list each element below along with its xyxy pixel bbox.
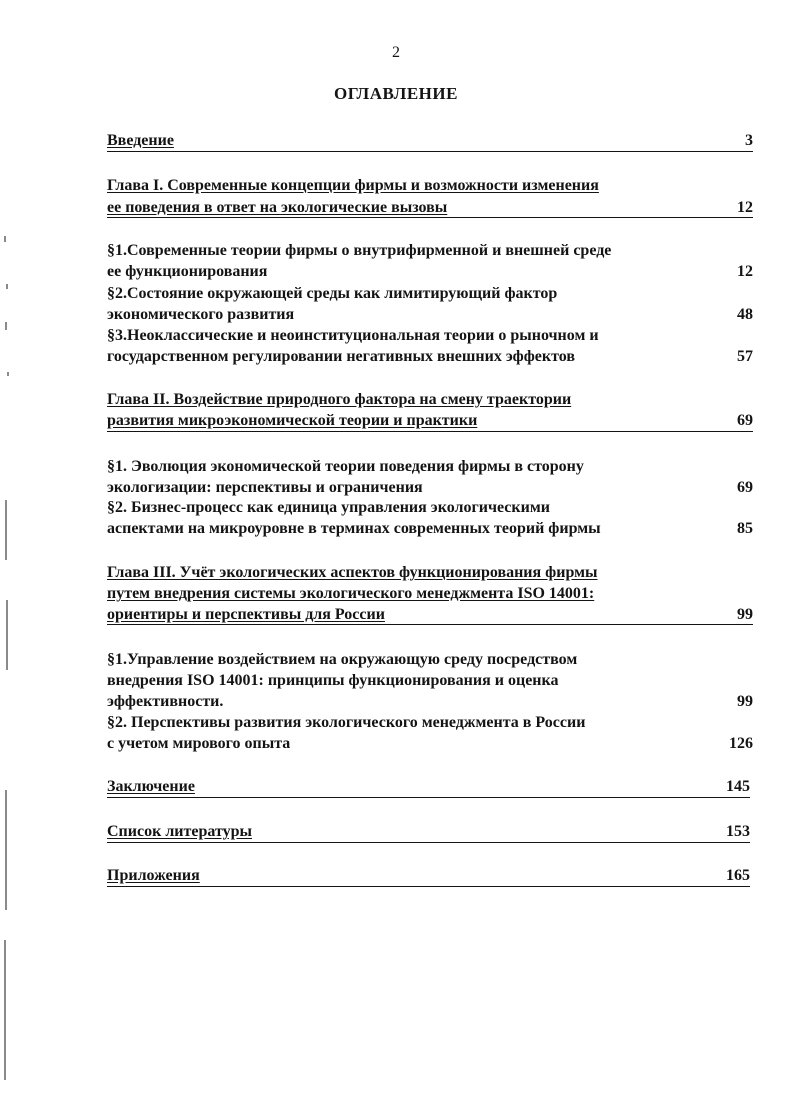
toc-s12-line2: экономического развития	[107, 306, 295, 323]
toc-ch3-line3: ориентиры и перспективы для России	[107, 606, 385, 623]
toc-references-label: Список литературы	[107, 823, 252, 840]
toc-s13-line1: §3.Неоклассические и неоинституциональная теории о рыночном и	[107, 327, 599, 344]
toc-s31-line3: эффективности.	[107, 693, 224, 710]
toc-conclusion-label: Заключение	[107, 778, 195, 795]
toc-s22-line1: §2. Бизнес-процесс как единица управления экологическими	[107, 499, 550, 516]
scan-margin-artifacts	[0, 0, 14, 1093]
toc-conclusion-rule	[107, 797, 750, 798]
toc-intro-page: 3	[745, 132, 753, 149]
toc-s13-line2: государственном регулировании негативных внешних эффектов	[107, 348, 576, 365]
toc-appendices-rule	[107, 886, 750, 887]
toc-ch3-page: 99	[737, 606, 753, 623]
toc-intro-rule	[107, 151, 753, 152]
toc-s32-line1: §2. Перспективы развития экологического менеджмента в России	[107, 714, 586, 731]
toc-title: ОГЛАВЛЕНИЕ	[334, 84, 458, 103]
toc-ch1-line1: Глава I. Современные концепции фирмы и возможности изменения	[107, 177, 599, 194]
toc-appendices-page: 165	[726, 867, 750, 884]
toc-references-page: 153	[726, 823, 750, 840]
toc-s11-line1: §1.Современные теории фирмы о внутрифирменной и внешней среде	[107, 242, 612, 259]
toc-s22-page: 85	[737, 520, 753, 537]
toc-ch3-line2: путем внедрения системы экологического менеджмента ISO 14001:	[107, 585, 595, 602]
toc-s21-line1: §1. Эволюция экономической теории поведения фирмы в сторону	[107, 458, 584, 475]
toc-ch2-page: 69	[737, 412, 753, 429]
toc-s31-page: 99	[737, 693, 753, 710]
toc-s13-page: 57	[737, 348, 753, 365]
toc-ch3-rule	[107, 624, 753, 625]
toc-ch2-line2: развития микроэкономической теории и практики	[107, 412, 478, 429]
toc-ch1-rule	[107, 217, 753, 218]
toc-s32-page: 126	[729, 735, 753, 752]
toc-s21-line2: экологизации: перспективы и ограничения	[107, 479, 423, 496]
toc-conclusion-page: 145	[726, 778, 750, 795]
toc-s31-line1: §1.Управление воздействием на окружающую среду посредством	[107, 651, 578, 668]
toc-s31-line2: внедрения ISO 14001: принципы функционирования и оценка	[107, 672, 559, 689]
toc-s11-line2: ее функционирования	[107, 263, 268, 280]
toc-ch2-line1: Глава II. Воздействие природного фактора на смену траектории	[107, 391, 572, 408]
toc-ch2-rule	[107, 431, 753, 432]
toc-s12-page: 48	[737, 306, 753, 323]
toc-s11-page: 12	[737, 263, 753, 280]
page-number: 2	[392, 44, 400, 61]
toc-ch1-line2: ее поведения в ответ на экологические вызовы	[107, 199, 448, 216]
toc-s12-line1: §2.Состояние окружающей среды как лимитирующий фактор	[107, 285, 558, 302]
toc-s32-line2: с учетом мирового опыта	[107, 735, 291, 752]
toc-appendices-label: Приложения	[107, 867, 200, 884]
toc-intro-label: Введение	[107, 132, 174, 149]
toc-ch1-page: 12	[737, 199, 753, 216]
toc-references-rule	[107, 842, 750, 843]
toc-s22-line2: аспектами на микроуровне в терминах современных теорий фирмы	[107, 520, 601, 537]
toc-ch3-line1: Глава III. Учёт экологических аспектов функционирования фирмы	[107, 564, 598, 581]
toc-s21-page: 69	[737, 479, 753, 496]
